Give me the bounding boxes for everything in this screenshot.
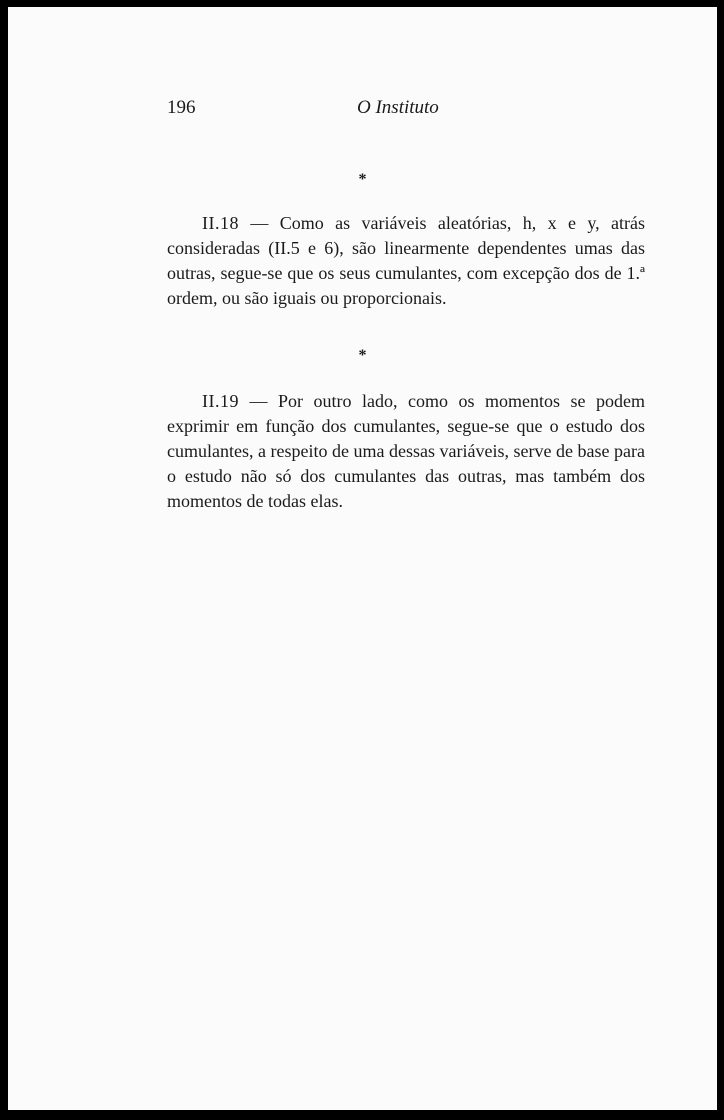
paragraph-ref: II.19 bbox=[202, 391, 239, 411]
paragraph-ii-18 bbox=[167, 211, 645, 311]
page-header bbox=[167, 97, 645, 125]
running-title: O Instituto bbox=[357, 97, 439, 118]
section-separator: * bbox=[358, 347, 367, 364]
page-number: 196 bbox=[167, 97, 196, 118]
paragraph-text: Como as variáveis aleatórias, h, x e y, atrás consideradas (II.5 e 6), são linearmente dependentes umas das outras, segue-se que os seus cumulantes, com excepção dos de 1.ª ordem, ou são iguais ou proporcionais. bbox=[167, 213, 646, 308]
paragraph-dash: — bbox=[239, 213, 280, 233]
paragraph-ii-19 bbox=[167, 389, 645, 514]
paragraph-text: Por outro lado, como os momentos se podem exprimir em função dos cumulantes, segue-se que o estudo dos cumulantes, a respeito de uma dessas variáveis, serve de base para o estudo não só dos cumulantes das outras, mas também dos momentos de todas elas. bbox=[167, 391, 646, 511]
document-page bbox=[8, 7, 717, 1110]
section-separator: * bbox=[358, 171, 367, 188]
paragraph-dash: — bbox=[239, 391, 279, 411]
paragraph-ref: II.18 bbox=[202, 213, 239, 233]
